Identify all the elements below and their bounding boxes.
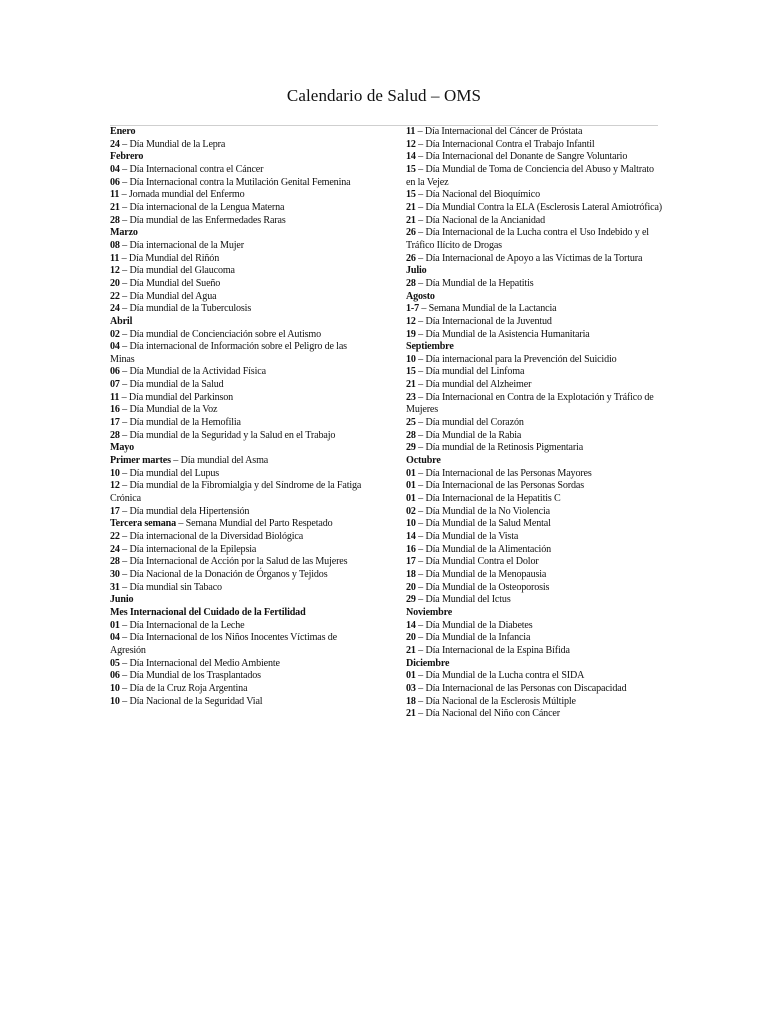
month-heading: Agosto [406, 290, 435, 302]
observance-entry [110, 683, 366, 696]
observance-entry [406, 126, 662, 139]
observance-date: 11 [406, 126, 416, 137]
observance-entry [110, 392, 366, 405]
observance-date: 22 [110, 290, 120, 302]
observance-date: 01 [110, 619, 120, 631]
observance-date: 15 [406, 189, 416, 201]
observance-entry [110, 404, 366, 417]
observance-entry [110, 139, 366, 152]
observance-name: – Día internacional para la Prevención del Suicidio [415, 353, 617, 365]
observance-name: – Día Internacional de la Leche [119, 619, 245, 631]
observance-name: – Día mundial dela Hipertensión [119, 505, 250, 517]
observance-entry [406, 354, 662, 367]
observance-name: – Día Mundial de la Lucha contra el SIDA [415, 670, 585, 682]
observance-entry [406, 139, 662, 152]
observance-date: 10 [406, 353, 416, 365]
observance-date: 10 [110, 695, 120, 707]
month-heading: Mes Internacional del Cuidado de la Fertilidad [110, 606, 306, 618]
observance-date: 28 [110, 214, 120, 226]
observance-name: – Semana Mundial del Parto Respetado [176, 518, 333, 530]
observance-date: 19 [406, 328, 416, 340]
observance-entry [406, 379, 662, 392]
observance-entry [406, 303, 662, 316]
observance-date: 16 [110, 404, 120, 416]
observance-entry [406, 683, 662, 696]
observance-name: – Día Mundial de la Actividad Física [119, 366, 266, 378]
observance-name: – Día internacional de la Lengua Materna [119, 201, 285, 213]
observance-name: – Día Internacional del Medio Ambiente [119, 657, 280, 669]
observance-name: – Día mundial de las Enfermedades Raras [119, 214, 286, 226]
observance-date: 17 [110, 505, 120, 517]
observance-name: – Día mundial de la Seguridad y la Salud en el Trabajo [119, 429, 336, 441]
observance-entry [406, 366, 662, 379]
observance-entry [110, 303, 366, 316]
observance-date: 25 [406, 417, 416, 429]
observance-name: – Día Nacional del Niño con Cáncer [415, 708, 560, 720]
observance-entry [110, 556, 366, 569]
observance-entry [110, 696, 366, 709]
observance-name: – Día Internacional de la Espina Bífida [415, 644, 570, 656]
observance-date: 02 [110, 328, 120, 340]
observance-name: – Día mundial del Asma [170, 455, 269, 467]
observance-date: 04 [110, 632, 120, 644]
observance-entry [406, 329, 662, 342]
observance-name: – Día Internacional contra el Cáncer [119, 163, 264, 175]
observance-date: 17 [406, 556, 416, 568]
month-heading: Octubre [406, 455, 441, 467]
observance-name: – Día mundial del Corazón [415, 417, 524, 429]
observance-date: 21 [110, 201, 120, 213]
observance-entry [110, 582, 366, 595]
observance-entry [110, 518, 366, 531]
observance-entry [110, 531, 366, 544]
observance-name: – Día Mundial de la Hepatitis [415, 277, 534, 289]
observance-name: – Día Mundial del Agua [119, 290, 217, 302]
observance-name: – Día internacional de Información sobre el Peligro de las Minas [110, 341, 347, 365]
observance-entry [406, 493, 662, 506]
observance-date: 01 [406, 493, 416, 505]
observance-name: – Día Mundial de la Rabia [415, 429, 522, 441]
observance-date: 14 [406, 151, 416, 163]
observance-name: – Día Mundial de la Salud Mental [415, 518, 551, 530]
observance-name: – Día Mundial de la Diabetes [415, 619, 533, 631]
observance-date: 07 [110, 379, 120, 391]
observance-entry [406, 151, 662, 164]
observance-date: 24 [110, 543, 120, 555]
observance-entry [406, 392, 662, 417]
month-heading: Marzo [110, 227, 138, 239]
observance-name: – Día mundial del Alzheimer [415, 379, 532, 391]
observance-entry [110, 265, 366, 278]
observance-date: 28 [110, 429, 120, 441]
observance-entry [110, 291, 366, 304]
observance-entry [110, 366, 366, 379]
observance-entry [110, 506, 366, 519]
observance-name: – Día Internacional del Cáncer de Próstata [415, 126, 583, 137]
observance-entry [406, 620, 662, 633]
observance-name: – Día de la Cruz Roja Argentina [119, 682, 248, 694]
observance-entry [110, 658, 366, 671]
observance-date: 28 [110, 556, 120, 568]
observance-date: 12 [110, 265, 120, 277]
observance-name: – Día Internacional de las Personas Mayores [415, 467, 592, 479]
observance-name: – Día mundial de Concienciación sobre el Autismo [119, 328, 322, 340]
observance-name: – Día Mundial de la Alimentación [415, 543, 552, 555]
observance-entry [406, 442, 662, 455]
month-heading: Junio [110, 594, 134, 606]
observance-entry [110, 430, 366, 443]
observance-date: Tercera semana [110, 518, 177, 530]
observance-entry [110, 569, 366, 582]
observance-entry [110, 632, 366, 657]
observance-date: 28 [406, 277, 416, 289]
observance-date: 04 [110, 163, 120, 175]
observance-entry [406, 164, 662, 189]
observance-entry [110, 202, 366, 215]
observance-name: – Día Internacional de Apoyo a las Víctimas de la Tortura [415, 252, 643, 264]
observance-date: 10 [406, 518, 416, 530]
observance-name: – Día Mundial de la Asistencia Humanitaria [415, 328, 590, 340]
observance-entry [406, 253, 662, 266]
observance-date: 18 [406, 695, 416, 707]
observance-date: 16 [406, 543, 416, 555]
observance-date: 05 [110, 657, 120, 669]
observance-date: 26 [406, 227, 416, 239]
observance-name: – Día Mundial del Riñón [119, 252, 220, 264]
observance-date: 21 [406, 201, 416, 213]
observance-date: 23 [406, 391, 416, 403]
observance-date: 10 [110, 682, 120, 694]
observance-date: 28 [406, 429, 416, 441]
observance-name: – Día Mundial Contra el Dolor [415, 556, 539, 568]
observance-name: – Día Mundial de la Menopausia [415, 568, 547, 580]
observance-entry [406, 645, 662, 658]
observance-date: 21 [406, 214, 416, 226]
observance-entry [406, 544, 662, 557]
observance-entry [110, 670, 366, 683]
observance-entry [110, 468, 366, 481]
observance-name: – Día mundial de la Tuberculosis [119, 303, 252, 315]
observance-name: – Día internacional de la Diversidad Biológica [119, 531, 304, 542]
observance-date: 31 [110, 581, 120, 593]
observance-name: – Día Internacional del Donante de Sangre Voluntario [415, 151, 628, 163]
observance-name: – Día mundial de la Salud [119, 379, 224, 391]
observance-entry [406, 518, 662, 531]
observance-entry [406, 556, 662, 569]
observance-date: 29 [406, 594, 416, 606]
month-heading: Mayo [110, 442, 135, 454]
month-heading: Abril [110, 315, 133, 327]
observance-name: – Día Nacional de la Seguridad Vial [119, 695, 263, 707]
observance-date: 06 [110, 366, 120, 378]
observance-name: – Día Mundial del Ictus [415, 594, 511, 606]
observance-name: – Día Nacional del Bioquímico [415, 189, 540, 201]
observance-name: – Día mundial del Lupus [119, 467, 220, 479]
observance-date: 12 [406, 138, 416, 150]
observance-entry [110, 240, 366, 253]
observance-date: 22 [110, 531, 120, 542]
observance-entry [406, 189, 662, 202]
observance-entry [110, 189, 366, 202]
observance-entry [110, 329, 366, 342]
observance-name: – Día Mundial de la No Violencia [415, 505, 550, 517]
observance-name: – Día Mundial Contra la ELA (Esclerosis Lateral Amiotrófica) [415, 201, 663, 213]
observance-entry [406, 278, 662, 291]
observance-name: – Día mundial del Glaucoma [119, 265, 235, 277]
observance-date: 01 [406, 670, 416, 682]
observance-entry [406, 582, 662, 595]
left-column [110, 126, 366, 708]
observance-date: 15 [406, 163, 416, 175]
observance-date: 12 [110, 480, 120, 492]
observance-name: – Día internacional de la Epilepsia [119, 543, 257, 555]
observance-name: – Día mundial del Parkinson [119, 391, 234, 403]
observance-date: 14 [406, 619, 416, 631]
observance-entry [406, 696, 662, 709]
observance-name: – Semana Mundial de la Lactancia [419, 303, 557, 315]
observance-date: 12 [406, 315, 416, 327]
observance-date: 11 [110, 391, 120, 403]
observance-entry [110, 177, 366, 190]
observance-entry [110, 253, 366, 266]
observance-name: – Día Mundial de la Infancia [415, 632, 531, 644]
observance-date: 11 [110, 252, 120, 264]
observance-date: 08 [110, 239, 120, 251]
observance-date: 17 [110, 417, 120, 429]
month-heading: Enero [110, 126, 136, 137]
observance-date: 21 [406, 644, 416, 656]
observance-date: 06 [110, 176, 120, 188]
observance-name: – Día mundial de la Hemofilia [119, 417, 241, 429]
observance-name: – Día Internacional de la Juventud [415, 315, 552, 327]
observance-name: – Día Mundial de la Vista [415, 531, 519, 542]
observance-name: – Día Internacional de las Personas con Discapacidad [415, 682, 627, 694]
observance-name: – Día Mundial de la Voz [119, 404, 218, 416]
observance-entry [110, 379, 366, 392]
observance-name: – Día Nacional de la Donación de Órganos y Tejidos [119, 568, 328, 580]
observance-entry [406, 417, 662, 430]
observance-entry [406, 316, 662, 329]
observance-date: 1-7 [406, 303, 420, 315]
observance-entry [406, 202, 662, 215]
page-title: Calendario de Salud – OMS [286, 86, 482, 105]
observance-name: – Día mundial sin Tabaco [119, 581, 222, 593]
observance-entry [110, 417, 366, 430]
observance-date: 01 [406, 480, 416, 492]
observance-date: 04 [110, 341, 120, 353]
observance-date: Primer martes [110, 455, 171, 467]
observance-entry [406, 215, 662, 228]
observance-date: 21 [406, 708, 416, 720]
observance-entry [406, 506, 662, 519]
observance-entry [110, 620, 366, 633]
month-heading: Diciembre [406, 657, 450, 669]
observance-name: – Día Mundial de la Lepra [119, 138, 226, 150]
observance-date: 15 [406, 366, 416, 378]
observance-entry [406, 227, 662, 252]
observance-name: – Día mundial de la Fibromialgia y del Síndrome de la Fatiga Crónica [110, 480, 362, 505]
observance-entry [110, 480, 366, 505]
observance-date: 20 [110, 277, 120, 289]
observance-date: 30 [110, 568, 120, 580]
observance-name: – Día mundial del Linfoma [415, 366, 525, 378]
observance-name: – Jornada mundial del Enfermo [119, 189, 245, 201]
observance-name: – Día Mundial de la Osteoporosis [415, 581, 550, 593]
observance-date: 10 [110, 467, 120, 479]
observance-date: 14 [406, 531, 416, 542]
observance-name: – Día internacional de la Mujer [119, 239, 244, 251]
right-column [406, 126, 662, 721]
observance-date: 11 [110, 189, 120, 201]
observance-name: – Día Nacional de la Ancianidad [415, 214, 545, 226]
observance-entry [406, 594, 662, 607]
observance-date: 03 [406, 682, 416, 694]
observance-entry [110, 455, 366, 468]
observance-entry [110, 278, 366, 291]
month-heading: Noviembre [406, 606, 453, 618]
month-heading: Septiembre [406, 341, 454, 353]
observance-name: – Día Internacional contra la Mutilación Genital Femenina [119, 176, 351, 188]
observance-name: – Día Nacional de la Esclerosis Múltiple [415, 695, 576, 707]
observance-entry [110, 341, 366, 366]
observance-date: 02 [406, 505, 416, 517]
month-heading: Febrero [110, 151, 144, 163]
observance-date: 24 [110, 303, 120, 315]
observance-entry [406, 430, 662, 443]
observance-entry [110, 215, 366, 228]
observance-date: 06 [110, 670, 120, 682]
observance-entry [406, 632, 662, 645]
observance-entry [406, 531, 662, 544]
observance-entry [406, 670, 662, 683]
month-heading: Julio [406, 265, 427, 277]
observance-name: – Día Internacional en Contra de la Explotación y Tráfico de Mujeres [406, 391, 654, 416]
observance-date: 29 [406, 442, 416, 454]
observance-date: 01 [406, 467, 416, 479]
observance-name: – Día Internacional de la Hepatitis C [415, 493, 561, 505]
observance-entry [406, 468, 662, 481]
observance-name: – Día Mundial de Toma de Conciencia del Abuso y Maltrato en la Vejez [406, 163, 654, 188]
observance-date: 24 [110, 138, 120, 150]
observance-name: – Día Internacional Contra el Trabajo Infantil [415, 138, 595, 150]
observance-name: – Día Mundial de los Trasplantados [119, 670, 261, 682]
observance-entry [110, 544, 366, 557]
observance-entry [406, 708, 662, 721]
observance-name: – Día Internacional de las Personas Sordas [415, 480, 584, 492]
observance-date: 20 [406, 632, 416, 644]
observance-name: – Día Mundial del Sueño [119, 277, 221, 289]
observance-date: 18 [406, 568, 416, 580]
observance-entry [110, 164, 366, 177]
observance-date: 26 [406, 252, 416, 264]
observance-date: 21 [406, 379, 416, 391]
observance-name: – Día Internacional de la Lucha contra el Uso Indebido y el Tráfico Ilícito de Drogas [406, 227, 649, 251]
observance-name: – Día Internacional de los Niños Inocentes Víctimas de Agresión [110, 632, 338, 656]
observance-name: – Día mundial de la Retinosis Pigmentaria [415, 442, 584, 454]
observance-entry [406, 480, 662, 493]
observance-entry [406, 569, 662, 582]
observance-date: 20 [406, 581, 416, 593]
observance-name: – Día Internacional de Acción por la Salud de las Mujeres [119, 556, 348, 568]
